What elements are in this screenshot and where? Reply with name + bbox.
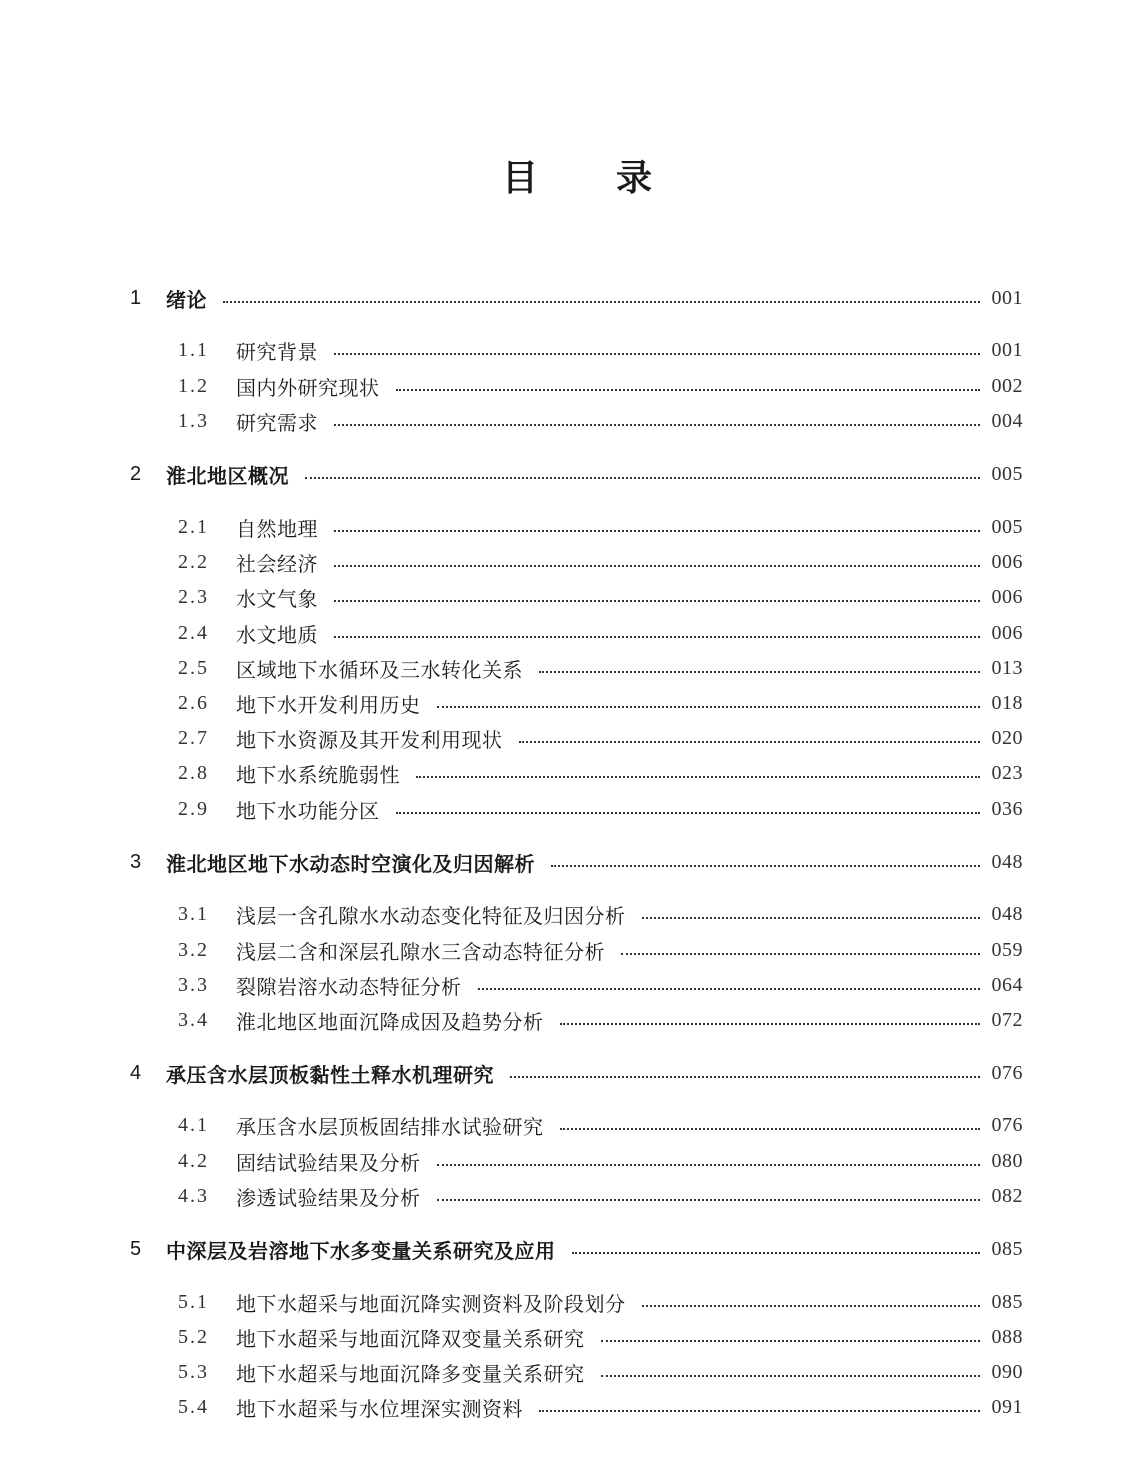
toc-section-entry[interactable] bbox=[178, 547, 1023, 577]
toc-section-entry[interactable] bbox=[178, 899, 1023, 929]
toc-section-entry[interactable] bbox=[178, 335, 1023, 365]
toc-entry-number: 4.2 bbox=[178, 1149, 209, 1172]
toc-chapter-entry[interactable] bbox=[130, 1058, 1023, 1088]
toc-section-entry[interactable] bbox=[178, 618, 1023, 648]
toc-entry-page-number: 036 bbox=[991, 797, 1023, 820]
toc-section-entry[interactable] bbox=[178, 653, 1023, 683]
toc-entry-page-number: 001 bbox=[991, 338, 1023, 361]
toc-entry-number: 5.2 bbox=[178, 1325, 209, 1348]
toc-entry-number: 5.1 bbox=[178, 1290, 209, 1313]
toc-entry-number: 1.2 bbox=[178, 374, 209, 397]
toc-section-entry[interactable] bbox=[178, 1392, 1023, 1422]
toc-entry-page-number: 004 bbox=[991, 409, 1023, 432]
toc-section-entry[interactable] bbox=[178, 794, 1023, 824]
toc-section-entry[interactable] bbox=[178, 1322, 1023, 1352]
toc-section-entry[interactable] bbox=[178, 1005, 1023, 1035]
toc-entry-number: 3.2 bbox=[178, 938, 209, 961]
dot-leader bbox=[396, 389, 980, 391]
toc-entry-title: 地下水系统脆弱性 bbox=[236, 762, 400, 787]
toc-entry-title: 绪论 bbox=[166, 287, 207, 312]
dot-leader bbox=[539, 1410, 980, 1412]
toc-entry-page-number: 082 bbox=[991, 1184, 1023, 1207]
toc-entry-title: 研究背景 bbox=[236, 339, 318, 364]
toc-entry-number: 1.1 bbox=[178, 338, 209, 361]
toc-entry-title: 水文地质 bbox=[236, 622, 318, 647]
toc-entry-page-number: 005 bbox=[991, 515, 1023, 538]
toc-entry-number: 1 bbox=[130, 286, 142, 309]
toc-entry-title: 地下水超采与地面沉降实测资料及阶段划分 bbox=[236, 1291, 626, 1316]
toc-entry-page-number: 002 bbox=[991, 374, 1023, 397]
toc-section-entry[interactable] bbox=[178, 406, 1023, 436]
dot-leader bbox=[437, 706, 980, 708]
toc-entry-page-number: 091 bbox=[991, 1395, 1023, 1418]
toc-entry-number: 2.9 bbox=[178, 797, 209, 820]
toc-entry-number: 2.8 bbox=[178, 761, 209, 784]
toc-entry-page-number: 088 bbox=[991, 1325, 1023, 1348]
page-title: 目 录 bbox=[501, 158, 654, 199]
toc-entry-page-number: 006 bbox=[991, 550, 1023, 573]
toc-entry-page-number: 072 bbox=[991, 1008, 1023, 1031]
toc-entry-number: 2.5 bbox=[178, 656, 209, 679]
toc-entry-number: 3.4 bbox=[178, 1008, 209, 1031]
dot-leader bbox=[551, 865, 980, 867]
toc-entry-title: 承压含水层顶板固结排水试验研究 bbox=[236, 1114, 544, 1139]
dot-leader bbox=[572, 1252, 980, 1254]
toc-entry-page-number: 048 bbox=[991, 850, 1023, 873]
toc-chapter-entry[interactable] bbox=[130, 283, 1023, 313]
toc-entry-number: 2.7 bbox=[178, 726, 209, 749]
toc-section-entry[interactable] bbox=[178, 1287, 1023, 1317]
toc-entry-title: 水文气象 bbox=[236, 586, 318, 611]
toc-entry-title: 地下水超采与地面沉降双变量关系研究 bbox=[236, 1326, 585, 1351]
toc-entry-title: 自然地理 bbox=[236, 516, 318, 541]
toc-section-entry[interactable] bbox=[178, 1357, 1023, 1387]
toc-entry-number: 2.6 bbox=[178, 691, 209, 714]
toc-chapter-entry[interactable] bbox=[130, 847, 1023, 877]
toc-entry-title: 淮北地区地面沉降成因及趋势分析 bbox=[236, 1009, 544, 1034]
toc-entry-title: 浅层一含孔隙水水动态变化特征及归因分析 bbox=[236, 903, 626, 928]
toc-entry-number: 3.3 bbox=[178, 973, 209, 996]
dot-leader bbox=[642, 1305, 980, 1307]
toc-entry-number: 5.3 bbox=[178, 1360, 209, 1383]
dot-leader bbox=[437, 1164, 980, 1166]
toc-entry-number: 1.3 bbox=[178, 409, 209, 432]
dot-leader bbox=[478, 988, 980, 990]
toc-entry-number: 2.2 bbox=[178, 550, 209, 573]
toc-entry-number: 2.1 bbox=[178, 515, 209, 538]
toc-entry-title: 裂隙岩溶水动态特征分析 bbox=[236, 974, 462, 999]
toc-section-entry[interactable] bbox=[178, 1110, 1023, 1140]
toc-entry-page-number: 090 bbox=[991, 1360, 1023, 1383]
toc-chapter-entry[interactable] bbox=[130, 1234, 1023, 1264]
toc-entry-number: 2.3 bbox=[178, 585, 209, 608]
toc-entry-title: 中深层及岩溶地下水多变量关系研究及应用 bbox=[166, 1238, 556, 1263]
dot-leader bbox=[601, 1375, 980, 1377]
toc-entry-page-number: 085 bbox=[991, 1237, 1023, 1260]
toc-entry-page-number: 076 bbox=[991, 1113, 1023, 1136]
toc-entry-title: 地下水超采与地面沉降多变量关系研究 bbox=[236, 1361, 585, 1386]
toc-entry-page-number: 006 bbox=[991, 621, 1023, 644]
toc-entry-page-number: 080 bbox=[991, 1149, 1023, 1172]
dot-leader bbox=[510, 1076, 980, 1078]
toc-entry-title: 淮北地区概况 bbox=[166, 463, 289, 488]
toc-entry-page-number: 018 bbox=[991, 691, 1023, 714]
toc-entry-page-number: 023 bbox=[991, 761, 1023, 784]
toc-entry-number: 5 bbox=[130, 1237, 142, 1260]
toc-entry-title: 浅层二含和深层孔隙水三含动态特征分析 bbox=[236, 939, 605, 964]
toc-entry-page-number: 085 bbox=[991, 1290, 1023, 1313]
dot-leader bbox=[642, 917, 980, 919]
dot-leader bbox=[416, 776, 980, 778]
toc-entry-page-number: 059 bbox=[991, 938, 1023, 961]
toc-entry-number: 2 bbox=[130, 462, 142, 485]
toc-entry-title: 国内外研究现状 bbox=[236, 375, 380, 400]
toc-entry-title: 渗透试验结果及分析 bbox=[236, 1185, 421, 1210]
toc-entry-number: 4.3 bbox=[178, 1184, 209, 1207]
dot-leader bbox=[560, 1023, 980, 1025]
dot-leader bbox=[601, 1340, 980, 1342]
toc-section-entry[interactable] bbox=[178, 970, 1023, 1000]
toc-section-entry[interactable] bbox=[178, 512, 1023, 542]
toc-section-entry[interactable] bbox=[178, 1181, 1023, 1211]
dot-leader bbox=[621, 953, 980, 955]
toc-entry-title: 淮北地区地下水动态时空演化及归因解析 bbox=[166, 851, 535, 876]
toc-entry-title: 地下水开发利用历史 bbox=[236, 692, 421, 717]
toc-entry-number: 4.1 bbox=[178, 1113, 209, 1136]
toc-section-entry[interactable] bbox=[178, 1146, 1023, 1176]
dot-leader bbox=[334, 600, 980, 602]
dot-leader bbox=[334, 530, 980, 532]
toc-entry-number: 4 bbox=[130, 1061, 142, 1084]
toc-entry-title: 地下水资源及其开发利用现状 bbox=[236, 727, 503, 752]
dot-leader bbox=[334, 636, 980, 638]
toc-entry-page-number: 005 bbox=[991, 462, 1023, 485]
toc-entry-page-number: 020 bbox=[991, 726, 1023, 749]
toc-entry-page-number: 001 bbox=[991, 286, 1023, 309]
toc-entry-title: 固结试验结果及分析 bbox=[236, 1150, 421, 1175]
toc-entry-title: 承压含水层顶板黏性土释水机理研究 bbox=[166, 1062, 494, 1087]
dot-leader bbox=[560, 1128, 980, 1130]
toc-entry-number: 3.1 bbox=[178, 902, 209, 925]
toc-entry-number: 3 bbox=[130, 850, 142, 873]
dot-leader bbox=[334, 424, 980, 426]
toc-entry-page-number: 048 bbox=[991, 902, 1023, 925]
toc-entry-title: 社会经济 bbox=[236, 551, 318, 576]
dot-leader bbox=[334, 565, 980, 567]
toc-entry-page-number: 064 bbox=[991, 973, 1023, 996]
toc-entry-number: 2.4 bbox=[178, 621, 209, 644]
dot-leader bbox=[223, 301, 980, 303]
toc-entry-title: 研究需求 bbox=[236, 410, 318, 435]
toc-section-entry[interactable] bbox=[178, 371, 1023, 401]
toc-entry-title: 地下水超采与水位埋深实测资料 bbox=[236, 1396, 523, 1421]
toc-entry-page-number: 076 bbox=[991, 1061, 1023, 1084]
dot-leader bbox=[305, 477, 980, 479]
dot-leader bbox=[396, 812, 980, 814]
toc-section-entry[interactable] bbox=[178, 582, 1023, 612]
toc-chapter-entry[interactable] bbox=[130, 459, 1023, 489]
dot-leader bbox=[519, 741, 980, 743]
dot-leader bbox=[334, 353, 980, 355]
toc-entry-number: 5.4 bbox=[178, 1395, 209, 1418]
toc-entry-page-number: 006 bbox=[991, 585, 1023, 608]
toc-section-entry[interactable] bbox=[178, 935, 1023, 965]
dot-leader bbox=[437, 1199, 980, 1201]
toc-entry-page-number: 013 bbox=[991, 656, 1023, 679]
dot-leader bbox=[539, 671, 980, 673]
toc-section-entry[interactable] bbox=[178, 688, 1023, 718]
toc-section-entry[interactable] bbox=[178, 758, 1023, 788]
toc-entry-title: 区域地下水循环及三水转化关系 bbox=[236, 657, 523, 682]
toc-section-entry[interactable] bbox=[178, 723, 1023, 753]
toc-entry-title: 地下水功能分区 bbox=[236, 798, 380, 823]
